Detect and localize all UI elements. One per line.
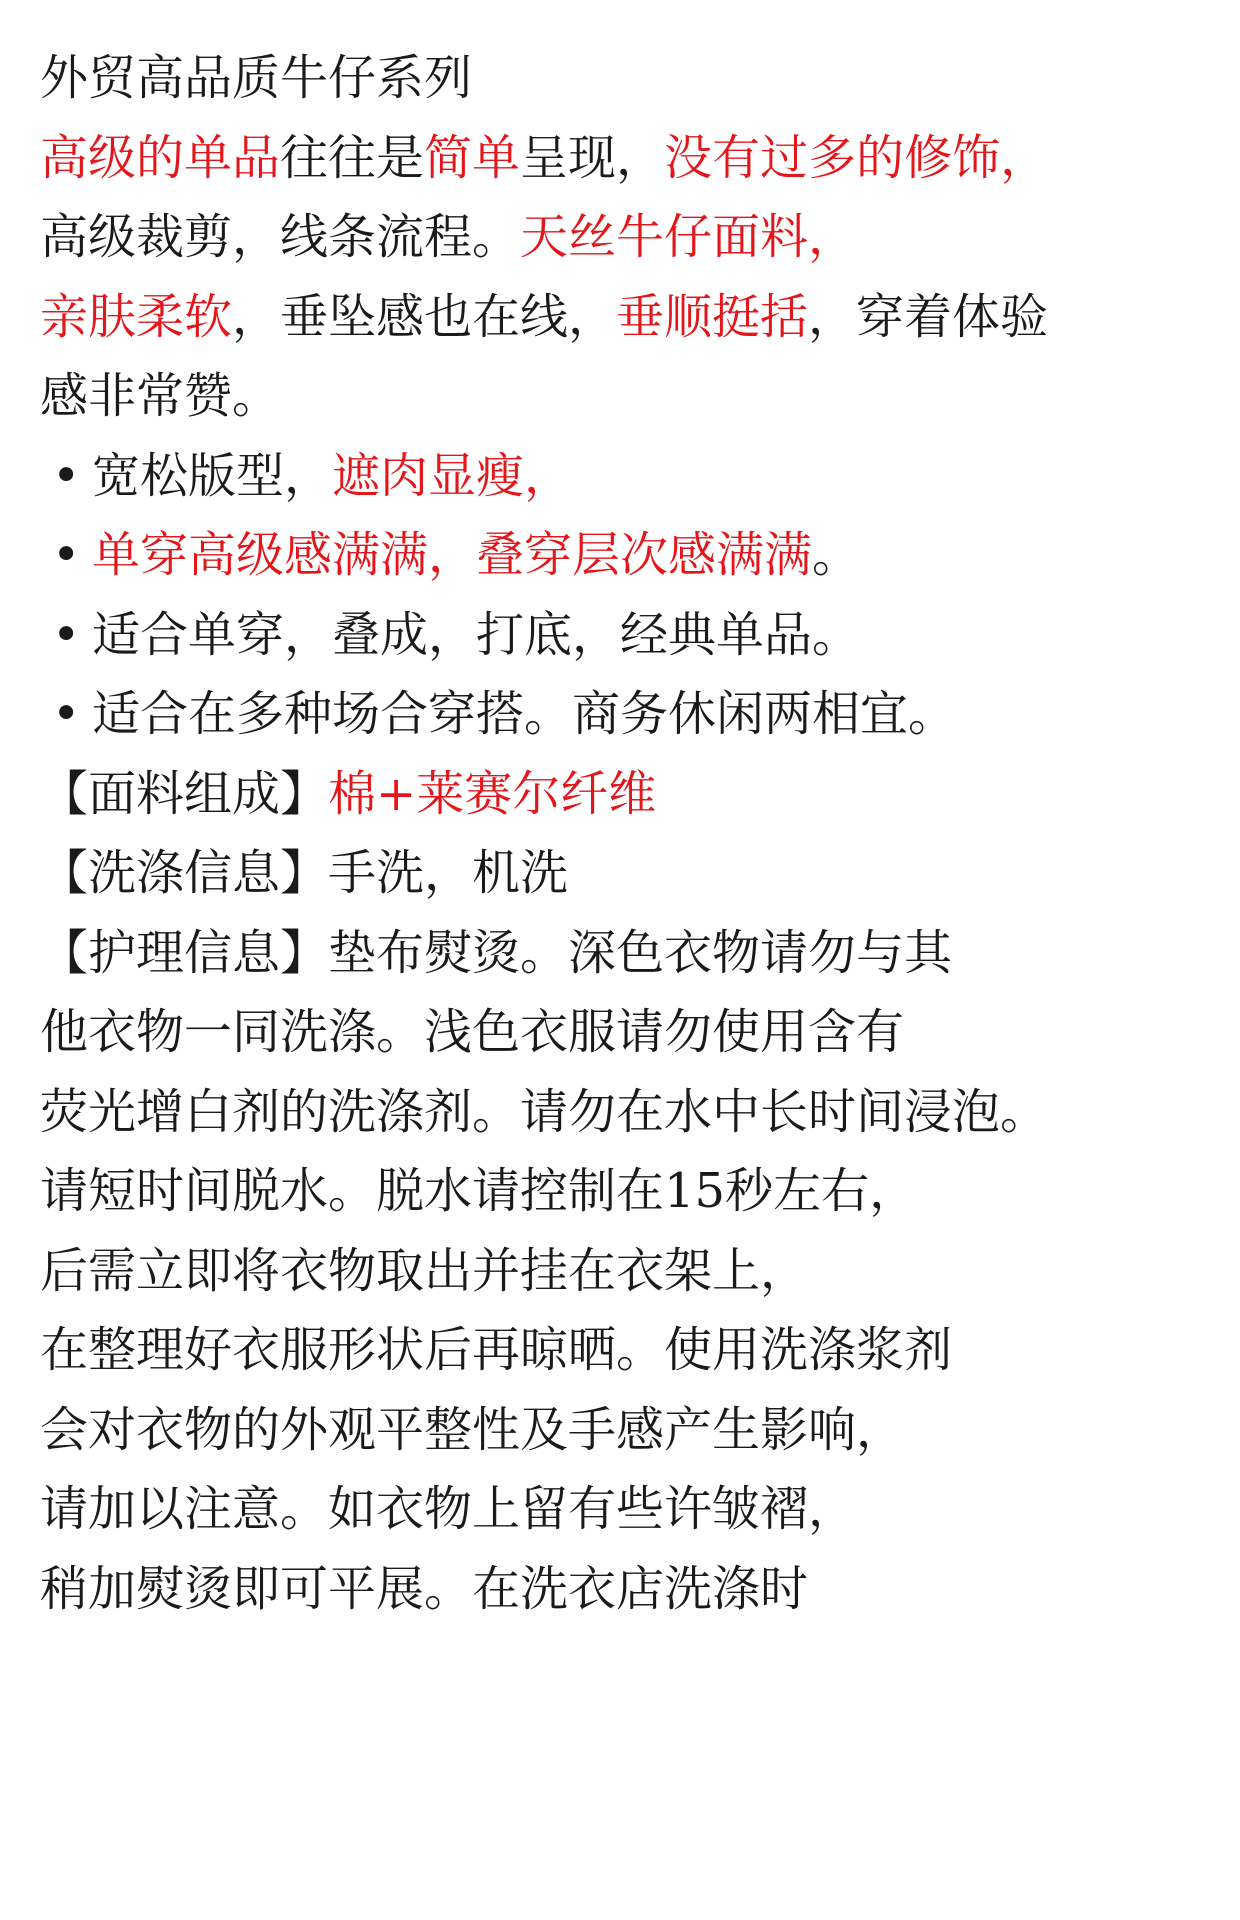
highlight-text: 高级的单品 (40, 129, 281, 186)
text-line (40, 841, 1210, 905)
body-text: ，垂坠感也在线， (232, 288, 617, 345)
text-line (40, 1477, 1210, 1541)
highlight-text: 没有过多的修饰， (664, 129, 1049, 186)
highlight-text: 垂顺挺括 (616, 288, 809, 345)
text-line (40, 285, 1210, 349)
body-text: 在整理好衣服形状后再晾晒。使用洗涤浆剂 (40, 1322, 953, 1378)
highlight-text: 简单 (424, 129, 521, 186)
body-text: 稍加熨烫即可平展。在洗衣店洗涤时 (40, 1560, 809, 1617)
body-text: 外贸高品质牛仔系列 (40, 50, 473, 106)
text-line (40, 523, 1210, 587)
body-text: 呈现， (520, 129, 665, 186)
body-text: 往往是 (280, 129, 425, 186)
text-line (40, 1239, 1210, 1303)
bullet-dot: • (52, 606, 81, 663)
body-text: 他衣物一同洗涤。浅色衣服请勿使用含有 (40, 1004, 905, 1060)
body-text: 荧光增白剂的洗涤剂。请勿在水中长时间浸泡。 (40, 1083, 1049, 1140)
text-line (40, 444, 1210, 508)
text-line (40, 603, 1210, 667)
body-text: 【洗涤信息】手洗，机洗 (40, 845, 569, 901)
body-text: 后需立即将衣物取出并挂在衣架上， (40, 1242, 809, 1299)
body-text: 请加以注意。如衣物上留有些许皱褶， (40, 1481, 857, 1537)
text-line (40, 762, 1210, 826)
body-text: 宽松版型， (92, 447, 333, 504)
text-line (40, 1398, 1210, 1462)
bullet-dot: • (52, 447, 81, 504)
text-line (40, 1000, 1210, 1064)
highlight-text: 单穿高级感满满，叠穿层次感满满 (92, 527, 813, 583)
highlight-text: 天丝牛仔面料， (520, 209, 857, 265)
text-line (40, 126, 1210, 190)
body-text: 【面料组成】 (40, 765, 329, 822)
highlight-text: 遮肉显瘦， (332, 447, 573, 504)
text-line (40, 1159, 1210, 1223)
body-text: 【护理信息】垫布熨烫。深色衣物请勿与其 (40, 924, 953, 981)
body-text: 。 (812, 527, 861, 583)
text-line (40, 46, 1210, 110)
body-text: 会对衣物的外观平整性及手感产生影响， (40, 1401, 905, 1458)
text-line (40, 364, 1210, 428)
highlight-text: 亲肤柔软 (40, 288, 233, 345)
text-line (40, 205, 1210, 269)
text-line (40, 1080, 1210, 1144)
body-text: 感非常赞。 (40, 368, 281, 424)
text-line (40, 921, 1210, 985)
body-text: 适合在多种场合穿搭。商务休闲两相宜。 (92, 686, 957, 742)
text-line (40, 682, 1210, 746)
body-text: 高级裁剪，线条流程。 (40, 209, 521, 265)
text-line (40, 1557, 1210, 1621)
body-text: 适合单穿，叠成，打底，经典单品。 (92, 606, 861, 663)
bullet-dot: • (52, 527, 81, 583)
highlight-text: 棉+莱赛尔纤维 (328, 765, 657, 822)
bullet-dot: • (52, 686, 81, 742)
text-line (40, 1318, 1210, 1382)
body-text: 请短时间脱水。脱水请控制在15秒左右， (40, 1163, 918, 1219)
body-text: ，穿着体验 (808, 288, 1049, 345)
